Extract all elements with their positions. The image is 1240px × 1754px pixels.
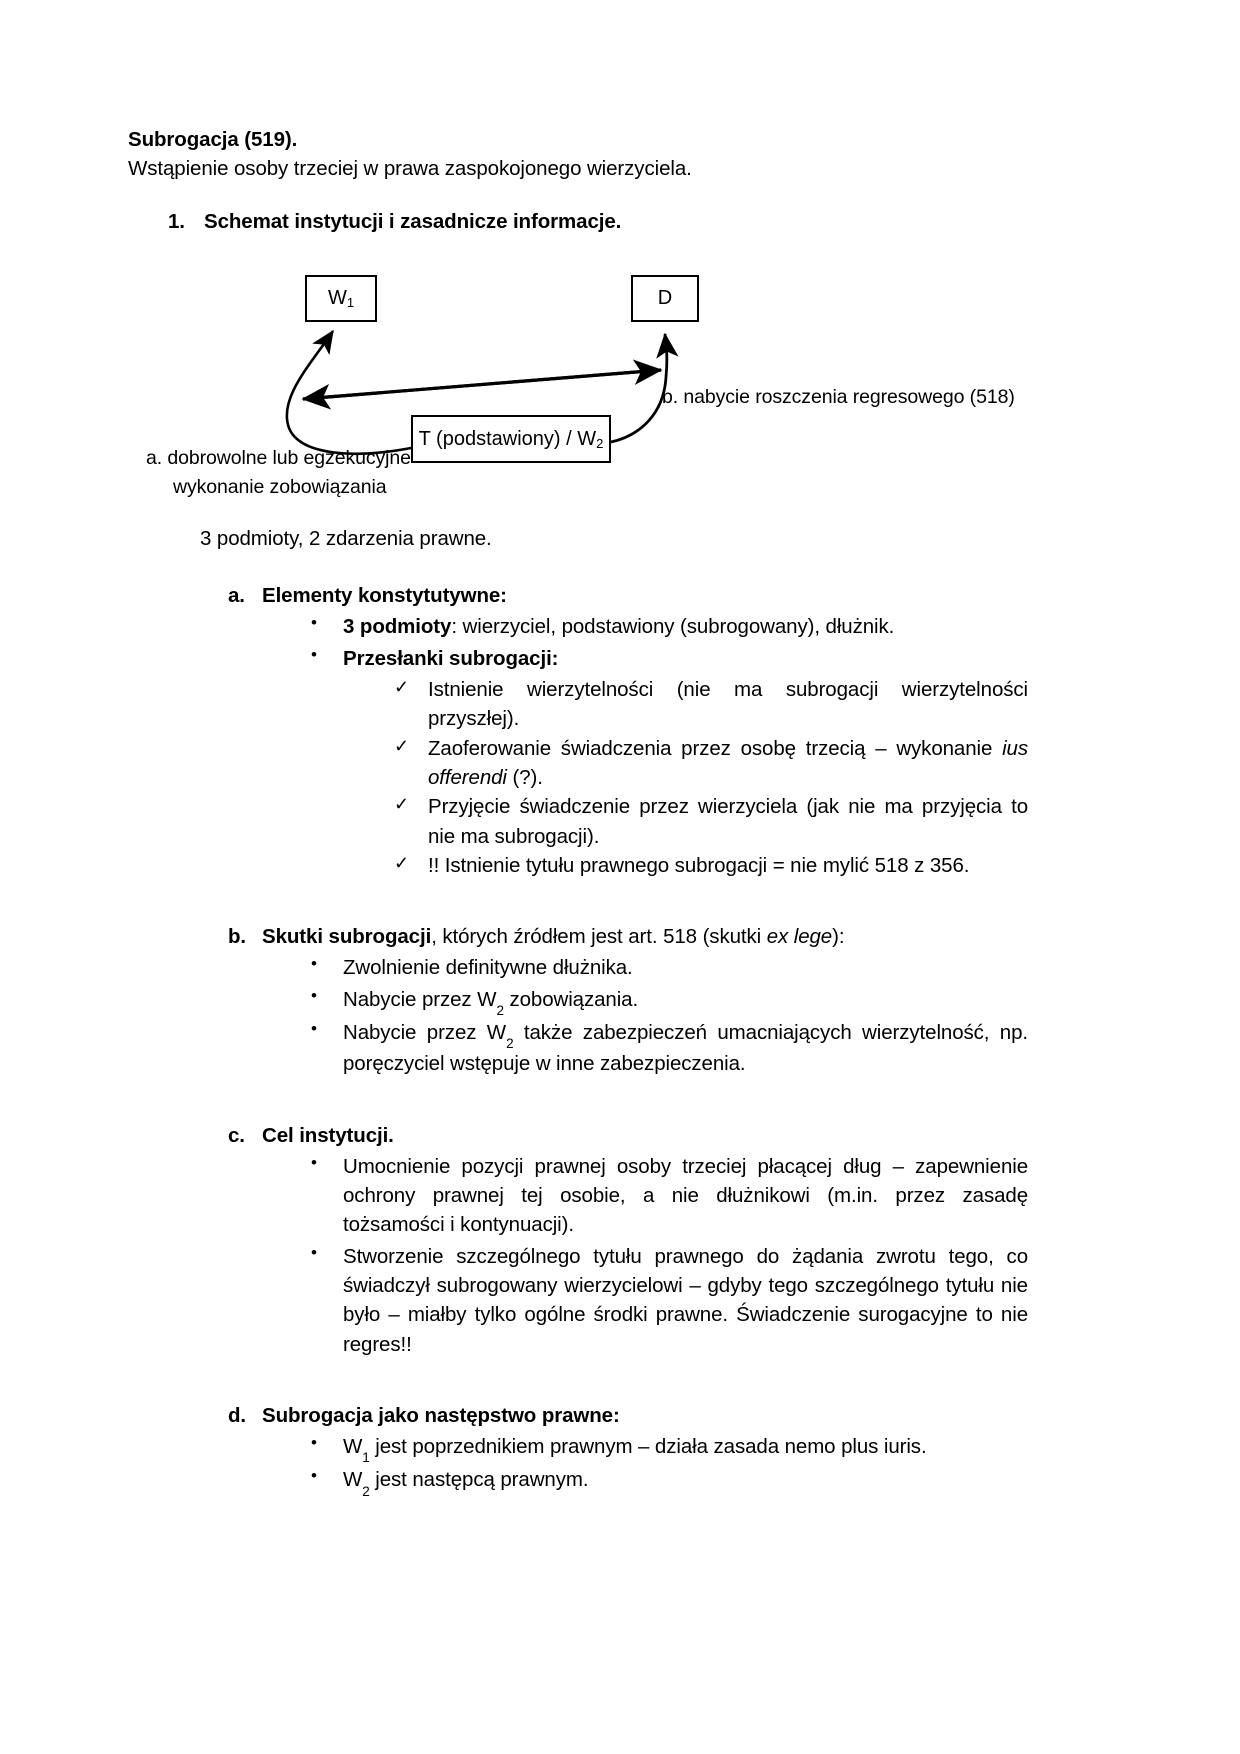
document-content [128, 125, 1028, 1497]
list-item-b [228, 922, 1028, 951]
list-item [303, 985, 1028, 1016]
bullet-d1-post: jest poprzednikiem prawnym – działa zasada nemo plus iuris. [369, 1435, 927, 1459]
list-item [303, 612, 1028, 641]
diagram-label-a-line1: a. dobrowolne lub egzekucyjne [146, 447, 411, 470]
list-item-b-heading-post: ): [832, 925, 845, 949]
bullet-b2-pre: Nabycie przez W [343, 987, 497, 1011]
diagram-node-debtor [631, 275, 699, 322]
check-a2-pre: Zaoferowanie świadczenia przez osobę trzecią – wykonanie [428, 736, 1003, 760]
diagram-node-creditor [305, 275, 377, 322]
diagram-label-a-line2: wykonanie zobowiązania [173, 476, 387, 499]
list-item-c-heading: Cel instytucji. [262, 1123, 394, 1147]
page-subtitle: Wstąpienie osoby trzeciej w prawa zaspokojonego wierzyciela. [128, 157, 692, 181]
bullet-b3-post: także zabezpieczeń umacniających wierzytelność, np. poręczyciel wstępuje w inne zabezpieczenia. [343, 1020, 1028, 1076]
list-item: ✓ !! Istnienie tytułu prawnego subrogacji = nie mylić 518 z 356. [386, 851, 1028, 880]
bullet-a1-rest: : wierzyciel, podstawiony (subrogowany), dłużnik. [451, 615, 895, 639]
list-item [303, 644, 1028, 881]
diagram-node-third-party-label: T (podstawiony) / W [418, 427, 597, 450]
list-item: ✓ Istnienie wierzytelności (nie ma subrogacji wierzytelności przyszłej). [386, 675, 1028, 734]
list-item [303, 1018, 1028, 1079]
list-item-d-marker: d. [228, 1403, 247, 1427]
list-item-b-heading-pre: , których źródłem jest art. 518 (skutki [431, 925, 767, 949]
check-list-a [343, 675, 1028, 880]
bullet-b2-sub: 2 [496, 1002, 504, 1018]
list-item [386, 734, 1028, 793]
page-title: Subrogacja (519). [128, 128, 298, 151]
arrow-w1-d-left [303, 370, 661, 399]
list-item-b-marker: b. [228, 925, 247, 949]
list-item-c-marker: c. [228, 1123, 245, 1147]
arrow-t-to-d [611, 334, 667, 442]
section-1-heading [168, 210, 1028, 234]
diagram-node-creditor-subscript: 1 [346, 295, 355, 311]
bullet-a1-bold: 3 podmioty [343, 615, 452, 639]
bullet-a2-bold: Przesłanki subrogacji: [343, 646, 559, 670]
bullet-b3-sub: 2 [506, 1036, 514, 1052]
bullet-list-c [128, 1152, 1028, 1359]
diagram-node-creditor-label: W [327, 287, 347, 310]
list-item-a-marker: a. [228, 584, 245, 608]
list-item: ✓ Przyjęcie świadczenie przez wierzyciela (jak nie ma przyjęcia to nie ma subrogacji). [386, 792, 1028, 851]
list-item-b-heading-bold: Skutki subrogacji [262, 925, 432, 949]
list-item-a [228, 581, 1028, 610]
subrogation-diagram [128, 252, 1028, 507]
list-item-d [228, 1401, 1028, 1430]
section-1-number: 1. [168, 210, 185, 234]
list-item: • Umocnienie pozycji prawnej osoby trzeciej płacącej dług – zapewnienie ochrony prawnej tej osobie, a nie dłużnikowi (m.in. przez zasadę tożsamości i kontynuacji). [303, 1152, 1028, 1240]
bullet-list-b [128, 953, 1028, 1078]
diagram-node-third-party-subscript: 2 [596, 435, 604, 451]
list-item: • Zwolnienie definitywne dłużnika. [303, 953, 1028, 982]
bullet-list-a [128, 612, 1028, 880]
check-a2-italic: ius offerendi [428, 736, 1028, 789]
list-item [303, 1465, 1028, 1499]
list-item-a-heading: Elementy konstytutywne: [262, 584, 507, 608]
diagram-label-b: b. nabycie roszczenia regresowego (518) [662, 386, 1015, 409]
list-item [303, 1432, 1028, 1466]
bullet-d1-sub: 1 [362, 1450, 370, 1466]
bullet-d2-pre: W [343, 1468, 363, 1492]
section-1-label: Schemat instytucji i zasadnicze informacje. [204, 210, 622, 234]
diagram-node-third-party [411, 415, 611, 463]
list-item-d-heading: Subrogacja jako następstwo prawne: [262, 1403, 620, 1427]
bullet-d2-sub: 2 [362, 1483, 370, 1499]
list-item-b-heading-italic: ex lege [766, 925, 833, 949]
bullet-d2-post: jest następcą prawnym. [369, 1468, 589, 1492]
list-item-c [228, 1121, 1028, 1150]
note-three-subjects: 3 podmioty, 2 zdarzenia prawne. [200, 527, 492, 551]
bullet-d1-pre: W [343, 1435, 363, 1459]
check-a2-post: (?). [506, 765, 543, 789]
list-item: • Stworzenie szczególnego tytułu prawnego do żądania zwrotu tego, co świadczył subrogowany wierzycielowi – gdyby tego szczególnego tytułu nie było – miałby tylko ogólne środki prawne. Świadczenie surogacyjne to nie regres!! [303, 1242, 1028, 1359]
bullet-b3-pre: Nabycie przez W [343, 1020, 507, 1044]
diagram-node-debtor-label: D [657, 287, 673, 310]
bullet-list-d [128, 1432, 1028, 1497]
bullet-b2-post: zobowiązania. [503, 987, 639, 1011]
